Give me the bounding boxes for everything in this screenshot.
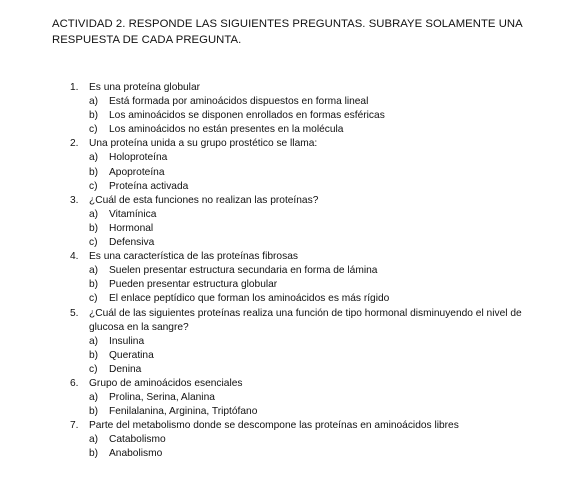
option-letter: b) <box>89 166 99 178</box>
question-number: 7. <box>70 420 79 432</box>
question-list <box>70 81 540 462</box>
question-text: ¿Cuál de las siguientes proteínas realiza una función de tipo hormonal disminuyendo el nivel de glucosa en la sangre? <box>89 307 522 333</box>
answer-option[interactable] <box>70 349 540 363</box>
question-number: 6. <box>70 377 79 389</box>
option-letter: a) <box>89 152 99 164</box>
option-letter: c) <box>89 124 98 136</box>
answer-option[interactable] <box>70 433 540 447</box>
option-text: Holoproteína <box>109 152 168 164</box>
question-block <box>70 307 540 377</box>
question-block <box>70 250 540 306</box>
question-block <box>70 419 540 461</box>
question-text: Es una característica de las proteínas fibrosas <box>89 251 298 263</box>
option-letter: b) <box>89 279 99 291</box>
option-text: Fenilalanina, Arginina, Triptófano <box>109 406 258 418</box>
option-letter: b) <box>89 406 99 418</box>
option-text: Insulina <box>109 335 145 347</box>
answer-option[interactable] <box>70 123 540 137</box>
option-text: Los aminoácidos no están presentes en la molécula <box>109 124 344 136</box>
question-2 <box>70 137 540 151</box>
question-7 <box>70 419 540 433</box>
answer-option[interactable] <box>70 95 540 109</box>
option-text: Denina <box>109 363 142 375</box>
question-1 <box>70 81 540 95</box>
option-text: Los aminoácidos se disponen enrollados en formas esféricas <box>109 110 385 122</box>
answer-option[interactable] <box>70 208 540 222</box>
option-text: Proteína activada <box>109 180 189 192</box>
answer-option[interactable] <box>70 151 540 165</box>
question-number: 5. <box>70 307 79 319</box>
question-5 <box>70 307 540 335</box>
answer-option[interactable] <box>70 180 540 194</box>
option-letter: c) <box>89 180 98 192</box>
question-text: Una proteína unida a su grupo prostético se llama: <box>89 138 318 150</box>
option-letter: c) <box>89 363 98 375</box>
question-block <box>70 137 540 193</box>
option-text: Suelen presentar estructura secundaria en forma de lámina <box>109 265 378 277</box>
question-number: 4. <box>70 251 79 263</box>
option-letter: a) <box>89 392 99 404</box>
option-text: Pueden presentar estructura globular <box>109 279 278 291</box>
question-number: 1. <box>70 82 79 93</box>
answer-option[interactable] <box>70 447 540 461</box>
option-text: Queratina <box>109 349 154 361</box>
option-letter: b) <box>89 222 99 234</box>
question-block <box>70 377 540 419</box>
option-text: Prolina, Serina, Alanina <box>109 392 215 404</box>
option-letter: c) <box>89 293 98 305</box>
answer-option[interactable] <box>70 405 540 419</box>
question-text: Grupo de aminoácidos esenciales <box>89 377 243 389</box>
option-text: Anabolismo <box>109 448 163 460</box>
option-text: Está formada por aminoácidos dispuestos en forma lineal <box>109 96 369 108</box>
question-block <box>70 194 540 250</box>
answer-option[interactable] <box>70 264 540 278</box>
answer-option[interactable] <box>70 278 540 292</box>
option-text: Apoproteína <box>109 166 165 178</box>
option-text: Catabolismo <box>109 434 166 446</box>
question-number: 3. <box>70 194 79 206</box>
answer-option[interactable] <box>70 335 540 349</box>
activity-title-line-2: RESPUESTA DE CADA PREGUNTA. <box>52 34 242 46</box>
answer-option[interactable] <box>70 363 540 377</box>
option-letter: a) <box>89 335 99 347</box>
question-text: Parte del metabolismo donde se descompone las proteínas en aminoácidos libres <box>89 420 459 432</box>
option-letter: a) <box>89 265 99 277</box>
question-3 <box>70 194 540 208</box>
option-letter: c) <box>89 237 98 249</box>
question-number: 2. <box>70 138 79 150</box>
option-text: Vitamínica <box>109 208 157 220</box>
answer-option[interactable] <box>70 109 540 123</box>
activity-title <box>52 16 542 48</box>
option-letter: a) <box>89 434 99 446</box>
answer-option[interactable] <box>70 166 540 180</box>
option-letter: b) <box>89 349 99 361</box>
question-text: Es una proteína globular <box>89 82 201 93</box>
answer-option[interactable] <box>70 236 540 250</box>
option-text: Defensiva <box>109 237 155 249</box>
answer-option[interactable] <box>70 222 540 236</box>
question-text: ¿Cuál de esta funciones no realizan las proteínas? <box>89 194 319 206</box>
option-text: Hormonal <box>109 222 154 234</box>
option-letter: b) <box>89 448 99 460</box>
question-4 <box>70 250 540 264</box>
question-block <box>70 81 540 137</box>
answer-option[interactable] <box>70 391 540 405</box>
option-text: El enlace peptídico que forman los aminoácidos es más rígido <box>109 293 390 305</box>
option-letter: a) <box>89 96 99 108</box>
question-6 <box>70 377 540 391</box>
answer-option[interactable] <box>70 292 540 306</box>
activity-title-line-1: ACTIVIDAD 2. RESPONDE LAS SIGUIENTES PREGUNTAS. SUBRAYE SOLAMENTE UNA <box>52 18 523 30</box>
option-letter: a) <box>89 208 99 220</box>
option-letter: b) <box>89 110 99 122</box>
